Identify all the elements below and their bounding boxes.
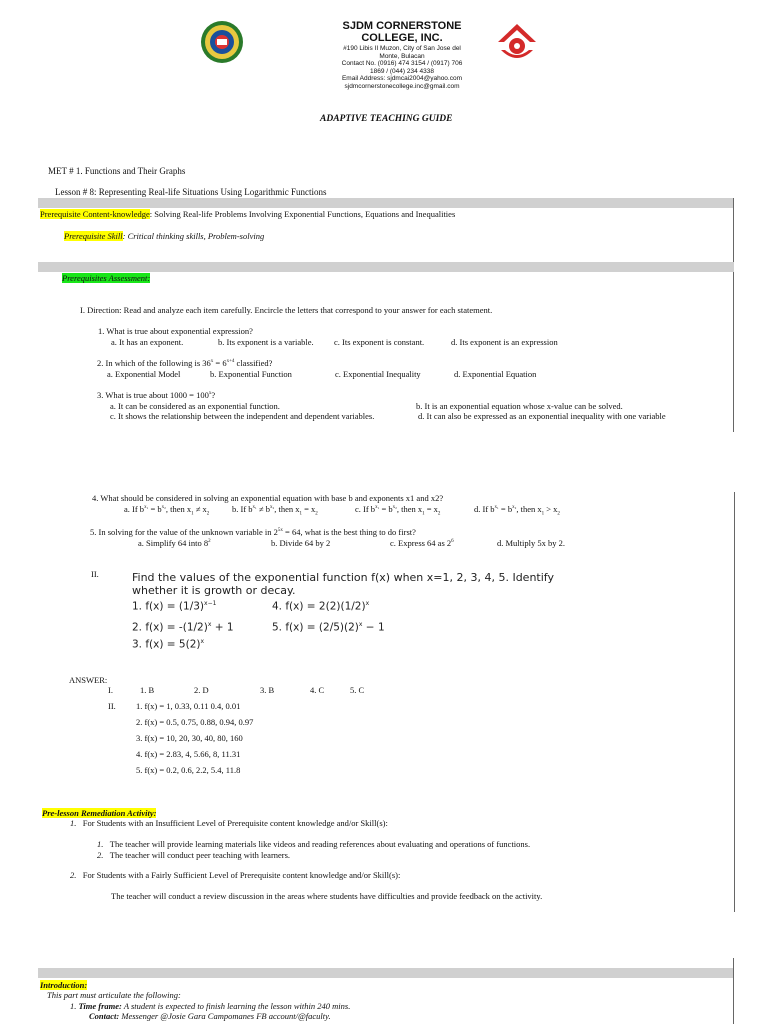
answer-part1-num: I.	[108, 685, 113, 695]
remediation-sub2	[97, 850, 290, 860]
part2-line2: whether it is growth or decay.	[132, 584, 296, 597]
q4-choice-a[interactable]	[124, 504, 209, 517]
q5-choice-d[interactable]: d. Multiply 5x by 2.	[497, 538, 566, 548]
q3-sup: x	[208, 391, 212, 397]
q1-choice-c[interactable]: c. Its exponent is constant.	[334, 337, 425, 347]
answer-list-item: 3. f(x) = 10, 20, 30, 40, 80, 160	[136, 733, 243, 743]
q4-a-sup2: x₂	[161, 505, 166, 511]
q4-d-3: , then x	[516, 504, 542, 514]
q4-stem: 4. What should be considered in solving an exponential equation with base b and exponents x1 and x2?	[92, 493, 444, 503]
intro-right-border	[733, 958, 734, 1024]
intro-item-num: 1.	[70, 1001, 77, 1011]
remediation-sub1-text: The teacher will provide learning materials like videos and reading references about evaluating and operations of functions.	[109, 839, 531, 849]
f4-sup: x	[365, 600, 370, 607]
school-header	[330, 20, 474, 90]
q3-stem	[97, 390, 215, 400]
f5-tail: − 1	[362, 621, 385, 634]
intro-item1	[70, 1001, 350, 1011]
remediation-sub1	[97, 839, 530, 849]
table-top-band	[38, 198, 734, 208]
part2-line1: Find the values of the exponential function f(x) when x=1, 2, 3, 4, 5. Identify	[132, 571, 554, 584]
q4-d-sub2: 2	[557, 511, 560, 517]
q5-choice-b[interactable]: b. Divide 64 by 2	[271, 538, 331, 548]
q1-stem: 1. What is true about exponential expression?	[98, 326, 253, 336]
f2-tail: + 1	[211, 621, 234, 634]
q2-choice-a[interactable]: a. Exponential Model	[107, 369, 181, 379]
q4-c-3: , then x	[396, 504, 423, 514]
q4-b-3: , then x	[274, 504, 300, 514]
answer-list-item: 4. f(x) = 2.83, 4, 5.66, 8, 11.31	[136, 749, 241, 759]
q4-c-sup1: x₁	[375, 505, 380, 511]
answer-1: 1. B	[140, 685, 155, 695]
prereq-skill-text: : Critical thinking skills, Problem-solving	[122, 231, 265, 241]
school-name-line1: SJDM CORNERSTONE	[342, 20, 462, 32]
q3-choice-b[interactable]: b. It is an exponential equation whose x-value can be solved.	[416, 401, 623, 411]
q3-stem-post: ?	[211, 390, 216, 400]
lesson-title: Lesson # 8: Representing Real-life Situations Using Logarithmic Functions	[55, 187, 327, 197]
part2-number: II.	[91, 569, 99, 579]
q4-d-sup1: x₁	[494, 505, 499, 511]
f2-text: 2. f(x) = -(1/2)	[132, 621, 208, 634]
q4-c-sub2: 2	[437, 511, 441, 517]
q5-stem-pre: 5. In solving for the value of the unknown variable in 2	[90, 527, 278, 537]
remediation-row	[42, 808, 156, 818]
f3-text: 3. f(x) = 5(2)	[132, 638, 201, 651]
q4-d-sup2: x₂	[512, 505, 517, 511]
answer-3: 3. B	[260, 685, 275, 695]
q3-choice-a[interactable]: a. It can be considered as an exponential function.	[110, 401, 280, 411]
intro-label: Introduction:	[40, 980, 88, 990]
q1-choice-d[interactable]: d. Its exponent is an expression	[451, 337, 558, 347]
page-title: ADAPTIVE TEACHING GUIDE	[320, 114, 453, 124]
q2-sup2: x+4	[226, 359, 235, 365]
assessment-band	[38, 262, 734, 272]
q4-b-sub1: 1	[299, 511, 302, 517]
intro-contact-text: Messenger @Josie Gara Campomanes FB account/@faculty.	[119, 1011, 331, 1021]
met-title: MET # 1. Functions and Their Graphs	[48, 166, 186, 176]
q4-a-2: = b	[148, 504, 162, 514]
f5-text: 5. f(x) = (2/5)(2)	[272, 621, 359, 634]
answer-2: 2. D	[194, 685, 209, 695]
q5-stem-sup: 5x	[277, 528, 283, 534]
q1-choice-b[interactable]: b. Its exponent is a variable.	[218, 337, 314, 347]
q2-stem	[97, 358, 272, 368]
q3-stem-pre: 3. What is true about 1000 = 100	[97, 390, 209, 400]
f1-sup: x−1	[204, 600, 217, 607]
intro-line1: This part must articulate the following:	[47, 990, 181, 1000]
contact-line2: 1869 / (044) 234 4338	[370, 67, 434, 75]
remediation-item2-text: For Students with a Fairly Sufficient Level of Prerequisite content knowledge and/or Skill(s):	[82, 870, 401, 880]
remediation-item2	[70, 870, 400, 880]
q4-c-sub1: 1	[422, 511, 425, 517]
remediation-item1-num: 1.	[70, 818, 77, 828]
q4-b-1: b. If b	[232, 504, 253, 514]
q3-choice-d[interactable]: d. It can also be expressed as an exponential inequality with one variable	[418, 411, 666, 421]
part2-f3	[132, 638, 204, 651]
q5-a-text: a. Simplify 64 into 8	[138, 538, 209, 548]
q4-b-2: ≠ b	[256, 504, 270, 514]
direction-text: I. Direction: Read and analyze each item carefully. Encircle the letters that correspond to your answer for each statement.	[80, 305, 493, 315]
f1-text: 1. f(x) = (1/3)	[132, 600, 205, 613]
intro-band	[38, 968, 734, 978]
house-eye-icon	[496, 22, 538, 62]
answer-label: ANSWER:	[69, 675, 108, 685]
prereq-content-text: : Solving Real-life Problems Involving Exponential Functions, Equations and Inequalities	[149, 209, 456, 219]
part2-f4	[272, 600, 369, 613]
f5-sup: x	[358, 621, 363, 628]
q2-choice-b[interactable]: b. Exponential Function	[210, 369, 292, 379]
intro-row	[40, 980, 87, 990]
q4-b-4: = x	[301, 504, 316, 514]
q4-d-2: = b	[498, 504, 513, 514]
remediation-sub2-text: The teacher will conduct peer teaching with learners.	[109, 850, 291, 860]
remediation-item1-text: For Students with an Insufficient Level of Prerequisite content knowledge and/or Skill(s):	[82, 818, 388, 828]
q5-c-text: c. Express 64 as 2	[390, 538, 452, 548]
email-line1: Email Address: sjdmcai2004@yahoo.com	[341, 75, 463, 82]
assessment-label: Prerequisites Assessment:	[62, 273, 151, 283]
address-line2: Monte, Bulacan	[379, 52, 425, 60]
q5-stem	[90, 527, 416, 537]
q2-stem-post: classified?	[234, 358, 273, 368]
answer-list-item: 1. f(x) = 1, 0.33, 0.11 0.4, 0.01	[136, 701, 241, 711]
left-logo	[200, 20, 244, 64]
intro-contact	[89, 1011, 331, 1021]
q1-choice-a[interactable]: a. It has an exponent.	[111, 337, 184, 347]
q4-c-4: = x	[424, 504, 438, 514]
q4-choice-b[interactable]	[232, 504, 318, 517]
q4-c-2: = b	[379, 504, 393, 514]
remediation-item2-num: 2.	[70, 870, 77, 880]
q4-c-1: c. If b	[355, 504, 376, 514]
answer-4: 4. C	[310, 685, 325, 695]
remediation-sub2-num: 2.	[97, 850, 104, 860]
assessment-row	[62, 273, 150, 283]
q2-sup1: x	[210, 359, 214, 365]
email-line2: sjdmcornerstonecollege.inc@gmail.com	[344, 82, 460, 90]
q2-stem-pre: 2. In which of the following is 36	[97, 358, 211, 368]
part2-f1	[132, 600, 216, 613]
q4-d-4: > x	[544, 504, 558, 514]
q2-stem-mid: = 6	[213, 358, 227, 368]
q4-c-sup2: x₂	[392, 505, 397, 511]
f3-sup: x	[200, 638, 205, 645]
prereq-content-label: Prerequisite Content-knowledge	[40, 209, 150, 219]
remediation-item1	[70, 818, 388, 828]
q3-choice-c[interactable]: c. It shows the relationship between the independent and dependent variables.	[110, 411, 375, 421]
right-logo	[496, 22, 538, 62]
prereq-content-row	[40, 209, 455, 219]
q5-choice-a[interactable]	[138, 538, 211, 548]
f2-sup: x	[207, 621, 212, 628]
q4-d-sub1: 1	[541, 511, 545, 517]
answer-5: 5. C	[350, 685, 365, 695]
q4-d-1: d. If b	[474, 504, 495, 514]
intro-contact-label: Contact:	[89, 1011, 120, 1021]
seal-icon	[200, 20, 244, 64]
table-right-border	[733, 198, 734, 432]
q4-a-sub1: 1	[191, 511, 194, 517]
intro-time-text: A student is expected to finish learning the lesson within 240 mins.	[121, 1001, 351, 1011]
q5-a-sup: 2	[208, 539, 211, 545]
q5-choice-c[interactable]	[390, 538, 454, 548]
q4-choice-d[interactable]	[474, 504, 560, 517]
q5-c-sup: 6	[451, 539, 454, 545]
q4-a-sub2: 2	[206, 511, 210, 517]
q4-b-sub2: 2	[315, 511, 318, 517]
q2-choice-d[interactable]: d. Exponential Equation	[454, 369, 537, 379]
remediation-item2-detail: The teacher will conduct a review discussion in the areas where students have difficulties and provide feedback on the activity.	[111, 891, 543, 901]
q2-choice-c[interactable]: c. Exponential Inequality	[335, 369, 421, 379]
intro-time-label: Time frame:	[78, 1001, 122, 1011]
answer-list-item: 5. f(x) = 0.2, 0.6, 2.2, 5.4, 11.8	[136, 765, 241, 775]
remediation-label: Pre-lesson Remediation Activity:	[42, 808, 157, 818]
q4-b-sup2: x₂	[269, 505, 275, 511]
q4-a-1: a. If b	[124, 504, 145, 514]
prereq-skill-label: Prerequisite Skill	[64, 231, 123, 241]
q4-choice-c[interactable]	[355, 504, 440, 517]
page2-right-border	[734, 492, 735, 912]
q5-stem-post: = 64, what is the best thing to do first?	[282, 527, 416, 537]
q4-a-sup1: x₁	[144, 505, 149, 511]
q4-a-3: , then x	[165, 504, 192, 514]
part2-f2	[132, 621, 234, 634]
f4-text: 4. f(x) = 2(2)(1/2)	[272, 600, 366, 613]
remediation-sub1-num: 1.	[97, 839, 104, 849]
contact-line1: Contact No. (0916) 474 3154 / (0917) 706	[341, 60, 463, 67]
prereq-skill-row	[64, 231, 264, 241]
q4-a-4: ≠ x	[193, 504, 207, 514]
answer-part2-num: II.	[108, 701, 116, 711]
address-line1: #190 Libis II Muzon, City of San Jose del	[343, 45, 461, 52]
part2-f5	[272, 621, 385, 634]
school-name-line2: COLLEGE, INC.	[361, 32, 443, 44]
answer-list-item: 2. f(x) = 0.5, 0.75, 0.88, 0.94, 0.97	[136, 717, 254, 727]
q4-b-sup1: x₁	[252, 505, 257, 511]
